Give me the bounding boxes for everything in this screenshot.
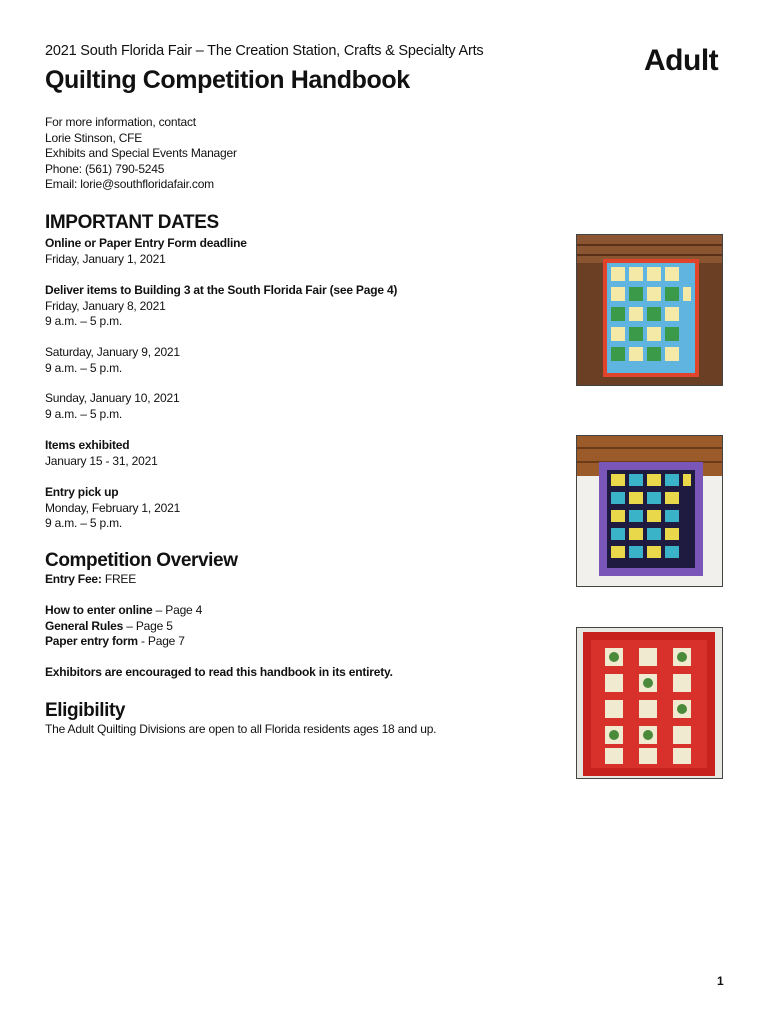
quilt-photo-3-image (577, 628, 722, 778)
exhibited-label: Items exhibited (45, 438, 130, 452)
quilt-photo-1-image (577, 235, 722, 385)
entry-fee-value: FREE (101, 572, 137, 586)
deliver-day-3-date: Sunday, January 10, 2021 (45, 391, 180, 405)
ref-sep: – (123, 618, 136, 633)
exhibited-block (45, 438, 158, 469)
ref-general-rules (45, 619, 202, 635)
ref-page: Page 5 (135, 618, 173, 633)
contact-phone: Phone: (561) 790-5245 (45, 161, 165, 176)
page-number: 1 (717, 974, 724, 988)
ref-label: How to enter online (45, 603, 153, 617)
pickup-date: Monday, February 1, 2021 (45, 500, 181, 515)
ref-sep: – (152, 603, 166, 617)
ref-how-to-enter (45, 603, 202, 619)
ref-label: General Rules (45, 618, 124, 633)
deadline-block (45, 236, 247, 267)
ref-sep: - (137, 634, 148, 649)
eligibility-text: The Adult Quilting Divisions are open to all Florida residents ages 18 and up. (45, 722, 437, 736)
contact-name: Lorie Stinson, CFE (45, 130, 143, 145)
quilt-photo-2-image (577, 436, 722, 586)
deliver-day-3 (45, 391, 179, 422)
exhibited-date: January 15 - 31, 2021 (45, 453, 158, 468)
ref-page: Page 4 (165, 603, 203, 617)
pickup-time: 9 a.m. – 5 p.m. (45, 516, 123, 531)
overview-heading: Competition Overview (45, 550, 238, 571)
ref-label: Paper entry form (45, 634, 138, 649)
contact-block (45, 115, 237, 193)
deliver-day-1-date: Friday, January 8, 2021 (45, 298, 166, 313)
deliver-day-2 (45, 345, 180, 376)
deadline-date: Friday, January 1, 2021 (45, 251, 166, 266)
eligibility-heading: Eligibility (45, 700, 126, 721)
deliver-label: Deliver items to Building 3 at the South Florida Fair (see Page 4) (45, 283, 398, 297)
quilt-photo-2 (576, 435, 723, 587)
ref-page: Page 7 (147, 634, 185, 649)
quilt-photo-1 (576, 234, 723, 386)
page-references (45, 603, 202, 650)
contact-intro: For more information, contact (45, 115, 196, 129)
entry-fee-label: Entry Fee: (45, 572, 102, 586)
contact-email: Email: lorie@southfloridafair.com (45, 177, 214, 192)
pickup-label: Entry pick up (45, 485, 119, 499)
deliver-day-2-time: 9 a.m. – 5 p.m. (45, 360, 123, 375)
pickup-block (45, 485, 180, 532)
page-title: Quilting Competition Handbook (45, 66, 410, 94)
ref-paper-form (45, 634, 202, 650)
contact-role: Exhibits and Special Events Manager (45, 146, 237, 161)
entry-fee (45, 572, 136, 588)
division-label: Adult (644, 44, 719, 77)
important-dates-heading: IMPORTANT DATES (45, 212, 219, 233)
deadline-label: Online or Paper Entry Form deadline (45, 236, 247, 250)
deliver-day-2-date: Saturday, January 9, 2021 (45, 345, 180, 359)
deliver-block (45, 283, 397, 330)
quilt-photo-3 (576, 627, 723, 779)
deliver-day-1-time: 9 a.m. – 5 p.m. (45, 314, 123, 329)
handbook-supertitle: 2021 South Florida Fair – The Creation Station, Crafts & Specialty Arts (45, 43, 484, 59)
handbook-note: Exhibitors are encouraged to read this handbook in its entirety. (45, 665, 393, 679)
deliver-day-3-time: 9 a.m. – 5 p.m. (45, 406, 123, 421)
